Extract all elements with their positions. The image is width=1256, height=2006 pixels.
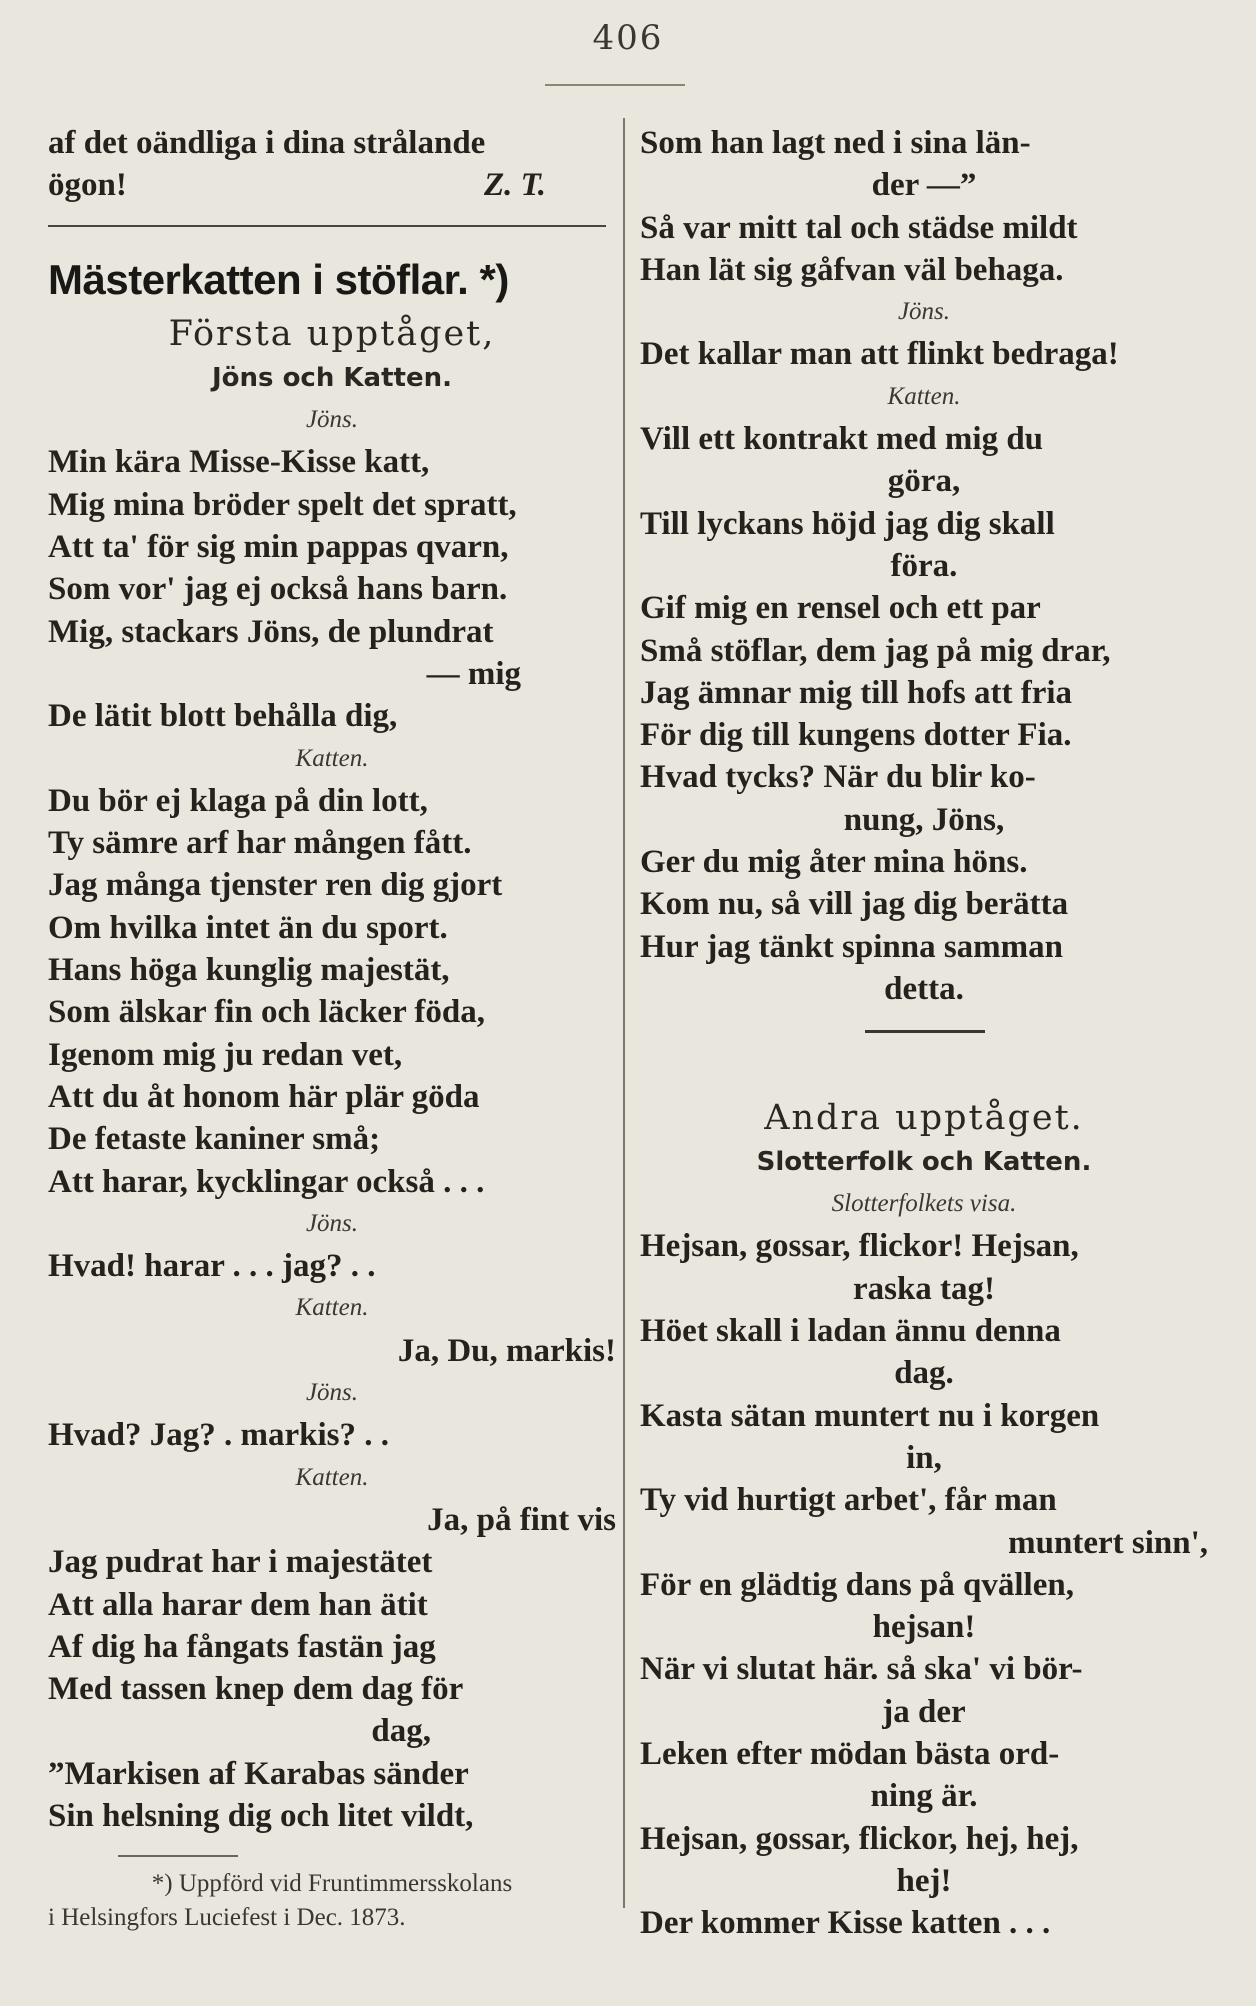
act-characters: Slotterfolk och Katten. [756, 1146, 1092, 1177]
verse-line: Hvad tycks? När du blir ko- [640, 759, 1036, 796]
left-column [48, 122, 616, 1935]
verse-line: Som älskar fin och läcker föda, [48, 994, 485, 1031]
verse-line: hejsan! [872, 1609, 976, 1646]
verse-line: raska tag! [852, 1270, 996, 1307]
verse-line: Du bör ej klaga på din lott, [48, 782, 428, 819]
verse-line: Hvad? Jag? . markis? . . [48, 1417, 390, 1454]
verse-line: Mig, stackars Jöns, de plundrat [48, 613, 494, 650]
verse-line: ”Markisen af Karabas sänder [48, 1755, 469, 1792]
verse-line: Igenom mig ju redan vet, [48, 1036, 403, 1073]
footnote-line: i Helsingfors Luciefest i Dec. 1873. [48, 1904, 406, 1932]
verse-line: Ger du mig åter mina höns. [640, 844, 1028, 881]
footnote-line: *) Uppförd vid Fruntimmersskolans [151, 1870, 513, 1898]
verse-line: Mig mina bröder spelt det spratt, [48, 486, 517, 523]
verse-line: Af dig ha fångats fastän jag [48, 1628, 436, 1665]
signature: Z. T. [483, 167, 546, 204]
verse-line: Hur jag tänkt spinna samman [640, 928, 1063, 965]
verse-line: Att du åt honom här plär göda [48, 1078, 480, 1115]
column-divider [623, 118, 625, 1908]
verse-line: Höet skall i ladan ännu denna [640, 1313, 1061, 1350]
header-rule [545, 84, 685, 86]
verse-line: De lätit blott behålla dig, [48, 698, 398, 735]
verse-line: nung, Jöns, [843, 801, 1005, 838]
right-column [640, 122, 1208, 1944]
verse-line: Kom nu, så vill jag dig berätta [640, 886, 1069, 923]
verse-line: Ty vid hurtigt arbet', får man [640, 1482, 1057, 1519]
verse-line: dag. [894, 1355, 954, 1392]
verse-line: Hejsan, gossar, flickor! Hejsan, [640, 1228, 1079, 1265]
verse-line: ning är. [870, 1778, 978, 1815]
verse-line: Med tassen knep dem dag för [48, 1671, 464, 1708]
section-rule [640, 1010, 1208, 1052]
verse-line: göra, [887, 463, 961, 500]
section-rule [48, 207, 616, 249]
spacer [640, 1053, 1208, 1095]
verse-line: ja der [882, 1693, 966, 1730]
verse-line: föra. [890, 547, 958, 584]
speaker-label: Katten. [887, 382, 961, 410]
verse-line: Som vor' jag ej också hans barn. [48, 571, 508, 608]
verse-line: detta. [884, 970, 964, 1007]
verse-line: in, [906, 1439, 942, 1476]
speaker-label: Jöns. [305, 1379, 359, 1407]
verse-line: Det kallar man att flinkt bedraga! [640, 336, 1119, 373]
speaker-label: Katten. [295, 1463, 369, 1491]
act-heading: Andra upptåget. [764, 1097, 1084, 1138]
verse-line: Små stöflar, dem jag på mig drar, [640, 632, 1111, 669]
song-title: Slotterfolkets visa. [831, 1190, 1017, 1218]
verse-line: För en glädtig dans på qvällen, [640, 1566, 1074, 1603]
verse-line: Der kommer Kisse katten . . . [640, 1905, 1051, 1942]
verse-line: Hans höga kunglig majestät, [48, 952, 450, 989]
verse-line: Jag många tjenster ren dig gjort [48, 867, 503, 904]
verse-line: Om hvilka intet än du sport. [48, 909, 448, 946]
act-characters: Jöns och Katten. [212, 362, 452, 393]
verse-line: Sin helsning dig och litet vildt, [48, 1797, 474, 1834]
verse-line: Ja, på fint vis [427, 1501, 616, 1538]
page-number: 406 [592, 18, 664, 58]
speaker-label: Jöns. [305, 406, 359, 434]
verse-line: Kasta sätan muntert nu i korgen [640, 1397, 1100, 1434]
verse-line: Min kära Misse-Kisse katt, [48, 444, 430, 481]
verse-line: De fetaste kaniner små; [48, 1121, 381, 1158]
intro-line [48, 164, 616, 206]
speaker-label: Katten. [295, 1294, 369, 1322]
verse-line: Leken efter mödan bästa ord- [640, 1735, 1060, 1772]
verse-line: Han lät sig gåfvan väl behaga. [640, 251, 1064, 288]
speaker-label: Jöns. [305, 1209, 359, 1237]
verse-line: Gif mig en rensel och ett par [640, 590, 1041, 627]
verse-line: Jag pudrat har i majestätet [48, 1544, 433, 1581]
verse-line: Ty sämre arf har mången fått. [48, 825, 472, 862]
verse-line: När vi slutat här. så ska' vi bör- [640, 1651, 1083, 1688]
verse-line: — mig [426, 655, 521, 692]
verse-line: Hejsan, gossar, flickor, hej, hej, [640, 1820, 1079, 1857]
act-heading: Första upptåget, [168, 313, 496, 354]
speaker-label: Katten. [295, 744, 369, 772]
verse-line: hej! [896, 1862, 952, 1899]
verse-line: Jag ämnar mig till hofs att fria [640, 674, 1073, 711]
verse-line: dag, [371, 1713, 431, 1750]
verse-line: För dig till kungens dotter Fia. [640, 717, 1072, 754]
verse-line: Så var mitt tal och städse mildt [640, 209, 1078, 246]
verse-line: Till lyckans höjd jag dig skall [640, 505, 1055, 542]
footnote-rule [48, 1847, 616, 1867]
verse-line: muntert sinn', [1008, 1524, 1208, 1561]
verse-line: Som han lagt ned i sina län- [640, 125, 1031, 161]
verse-line: Att ta' för sig min pappas qvarn, [48, 529, 509, 566]
verse-line: Hvad! harar . . . jag? . . [48, 1248, 376, 1285]
speaker-label: Jöns. [897, 298, 951, 326]
intro-line-text: ögon! [48, 167, 127, 204]
verse-line: Att alla harar dem han ätit [48, 1586, 428, 1623]
play-title: Mästerkatten i stöflar. *) [48, 255, 509, 303]
verse-line: Vill ett kontrakt med mig du [640, 421, 1044, 458]
verse-line: der —” [871, 167, 977, 204]
spacer [48, 1837, 616, 1847]
intro-line: af det oändliga i dina strålande [48, 125, 486, 161]
verse-line: Att harar, kycklingar också . . . [48, 1163, 485, 1200]
verse-line: Ja, Du, markis! [397, 1332, 616, 1369]
